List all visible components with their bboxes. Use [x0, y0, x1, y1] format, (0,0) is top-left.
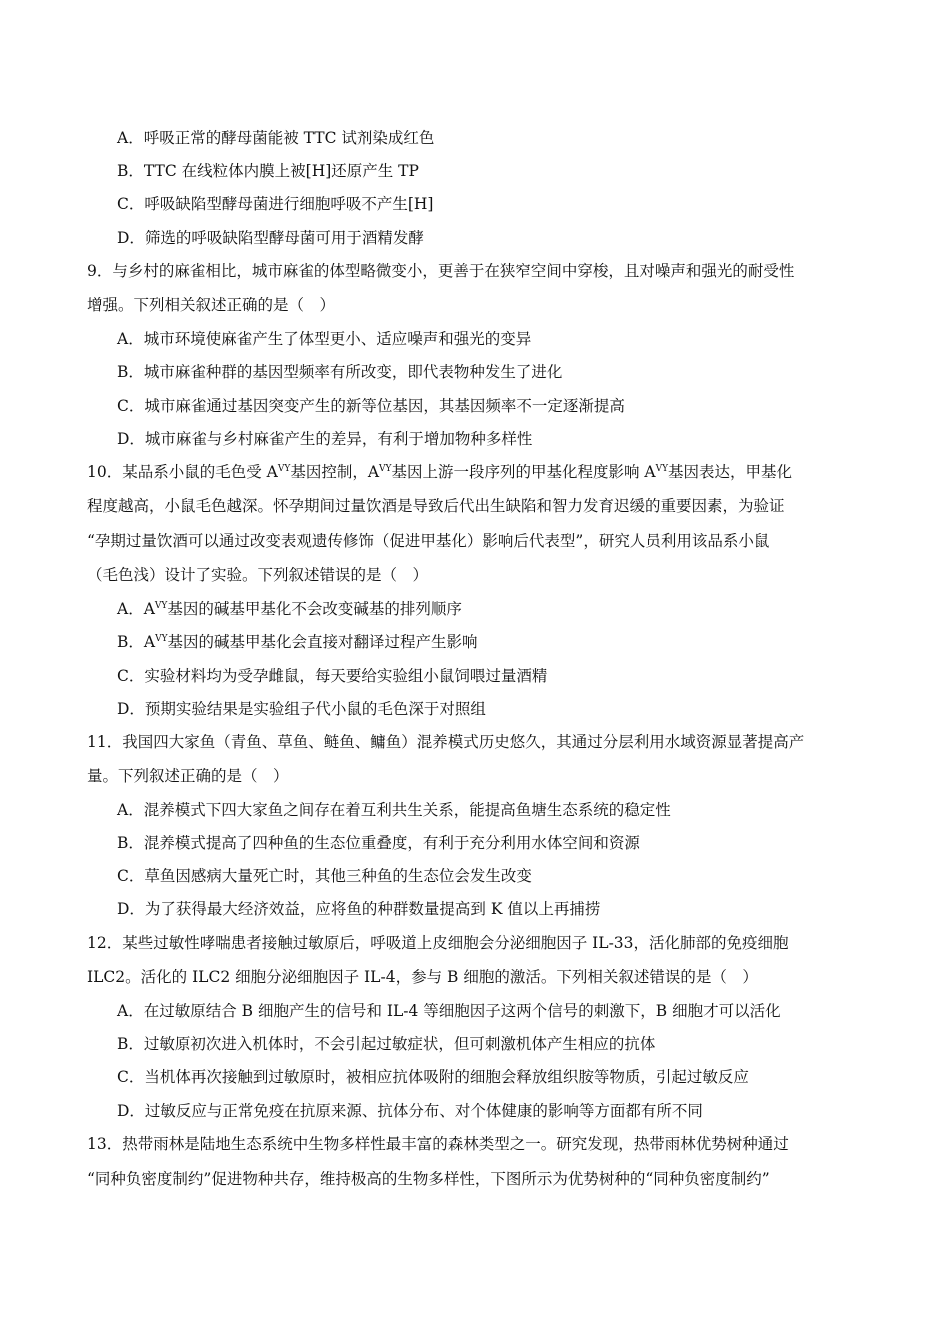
- q10-stem-sup-3: VY: [655, 463, 669, 474]
- q12-stem-line-2: ILC2。活化的 ILC2 细胞分泌细胞因子 IL-4，参与 B 细胞的激活。下列相关叙述错误的是（ ）: [87, 968, 758, 986]
- q10-stem-sup-1: VY: [277, 463, 291, 474]
- q10-stem-text-a: 10．某品系小鼠的毛色受 A: [87, 463, 278, 481]
- q9-option-d: D．城市麻雀与乡村麻雀产生的差异，有利于增加物种多样性: [117, 430, 533, 448]
- q9-option-a: A．城市环境使麻雀产生了体型更小、适应噪声和强光的变异: [117, 330, 532, 348]
- q12-stem-line-1: 12．某些过敏性哮喘患者接触过敏原后，呼吸道上皮细胞会分泌细胞因子 IL-33，活化肺部的免疫细胞: [87, 934, 789, 952]
- q10-option-b-text: 基因的碱基甲基化会直接对翻译过程产生影响: [167, 633, 478, 651]
- q10-option-b: [117, 632, 478, 652]
- q10-stem-line-1: [87, 462, 792, 482]
- q11-option-c: C．草鱼因感病大量死亡时，其他三种鱼的生态位会发生改变: [117, 867, 532, 885]
- q12-option-d: D．过敏反应与正常免疫在抗原来源、抗体分布、对个体健康的影响等方面都有所不同: [117, 1102, 703, 1120]
- q11-stem-line-1: 11．我国四大家鱼（青鱼、草鱼、鲢鱼、鳙鱼）混养模式历史悠久，其通过分层利用水域资源显著提高产: [87, 733, 805, 751]
- q10-stem-sup-2: VY: [379, 463, 392, 474]
- q11-option-a: A．混养模式下四大家鱼之间存在着互利共生关系，能提高鱼塘生态系统的稳定性: [117, 801, 671, 819]
- q10-option-d: D．预期实验结果是实验组子代小鼠的毛色深于对照组: [117, 700, 486, 718]
- q11-stem-line-2: 量。下列叙述正确的是（ ）: [87, 767, 289, 785]
- q10-stem-line-2: 程度越高，小鼠毛色越深。怀孕期间过量饮酒是导致后代出生缺陷和智力发育迟缓的重要因素，为验证: [87, 497, 785, 515]
- q10-option-a-prefix: A．A: [117, 600, 155, 618]
- q10-stem-text-b: 基因控制，A: [290, 463, 380, 481]
- q11-option-d: D．为了获得最大经济效益，应将鱼的种群数量提高到 K 值以上再捕捞: [117, 900, 601, 918]
- q10-option-a: [117, 599, 462, 619]
- q13-stem-line-2: “同种负密度制约”促进物种共存，维持极高的生物多样性，下图所示为优势树种的“同种负密度制约”: [87, 1170, 770, 1188]
- q10-option-a-text: 基因的碱基甲基化不会改变碱基的排列顺序: [167, 600, 462, 618]
- q10-stem-text-c: 基因上游一段序列的甲基化程度影响 A: [391, 463, 656, 481]
- q10-option-b-sup: VY: [155, 633, 168, 644]
- q10-stem-line-3: “孕期过量饮酒可以通过改变表观遗传修饰（促进甲基化）影响后代表型”，研究人员利用该品系小鼠: [87, 532, 770, 550]
- q12-option-c: C．当机体再次接触到过敏原时，被相应抗体吸附的细胞会释放组织胺等物质，引起过敏反应: [117, 1068, 749, 1086]
- q12-option-a: A．在过敏原结合 B 细胞产生的信号和 IL-4 等细胞因子这两个信号的刺激下，B 细胞才可以活化: [117, 1002, 781, 1020]
- q10-option-a-sup: VY: [154, 600, 168, 611]
- q10-option-c: C．实验材料均为受孕雌鼠，每天要给实验组小鼠饲喂过量酒精: [117, 667, 548, 685]
- q13-stem-line-1: 13．热带雨林是陆地生态系统中生物多样性最丰富的森林类型之一。研究发现，热带雨林优势树种通过: [87, 1135, 789, 1153]
- q9-option-b: B．城市麻雀种群的基因型频率有所改变，即代表物种发生了进化: [117, 363, 563, 381]
- q8-option-d: D．筛选的呼吸缺陷型酵母菌可用于酒精发酵: [117, 229, 424, 247]
- q8-option-b: B．TTC 在线粒体内膜上被[H]还原产生 TP: [117, 162, 419, 180]
- q8-option-a: A．呼吸正常的酵母菌能被 TTC 试剂染成红色: [117, 129, 435, 147]
- q10-stem-text-d: 基因表达，甲基化: [668, 463, 793, 481]
- q11-option-b: B．混养模式提高了四种鱼的生态位重叠度，有利于充分利用水体空间和资源: [117, 834, 640, 852]
- q9-option-c: C．城市麻雀通过基因突变产生的新等位基因，其基因频率不一定逐渐提高: [117, 397, 625, 415]
- q12-option-b: B．过敏原初次进入机体时，不会引起过敏症状，但可刺激机体产生相应的抗体: [117, 1035, 656, 1053]
- q9-stem-line-1: 9．与乡村的麻雀相比，城市麻雀的体型略微变小，更善于在狭窄空间中穿梭，且对噪声和强光的耐受性: [87, 262, 795, 280]
- q10-option-b-prefix: B．A: [117, 633, 156, 651]
- q9-stem-line-2: 增强。下列相关叙述正确的是（ ）: [87, 296, 336, 314]
- q8-option-c: C．呼吸缺陷型酵母菌进行细胞呼吸不产生[H]: [117, 195, 434, 213]
- q10-stem-line-4: （毛色浅）设计了实验。下列叙述错误的是（ ）: [87, 566, 429, 584]
